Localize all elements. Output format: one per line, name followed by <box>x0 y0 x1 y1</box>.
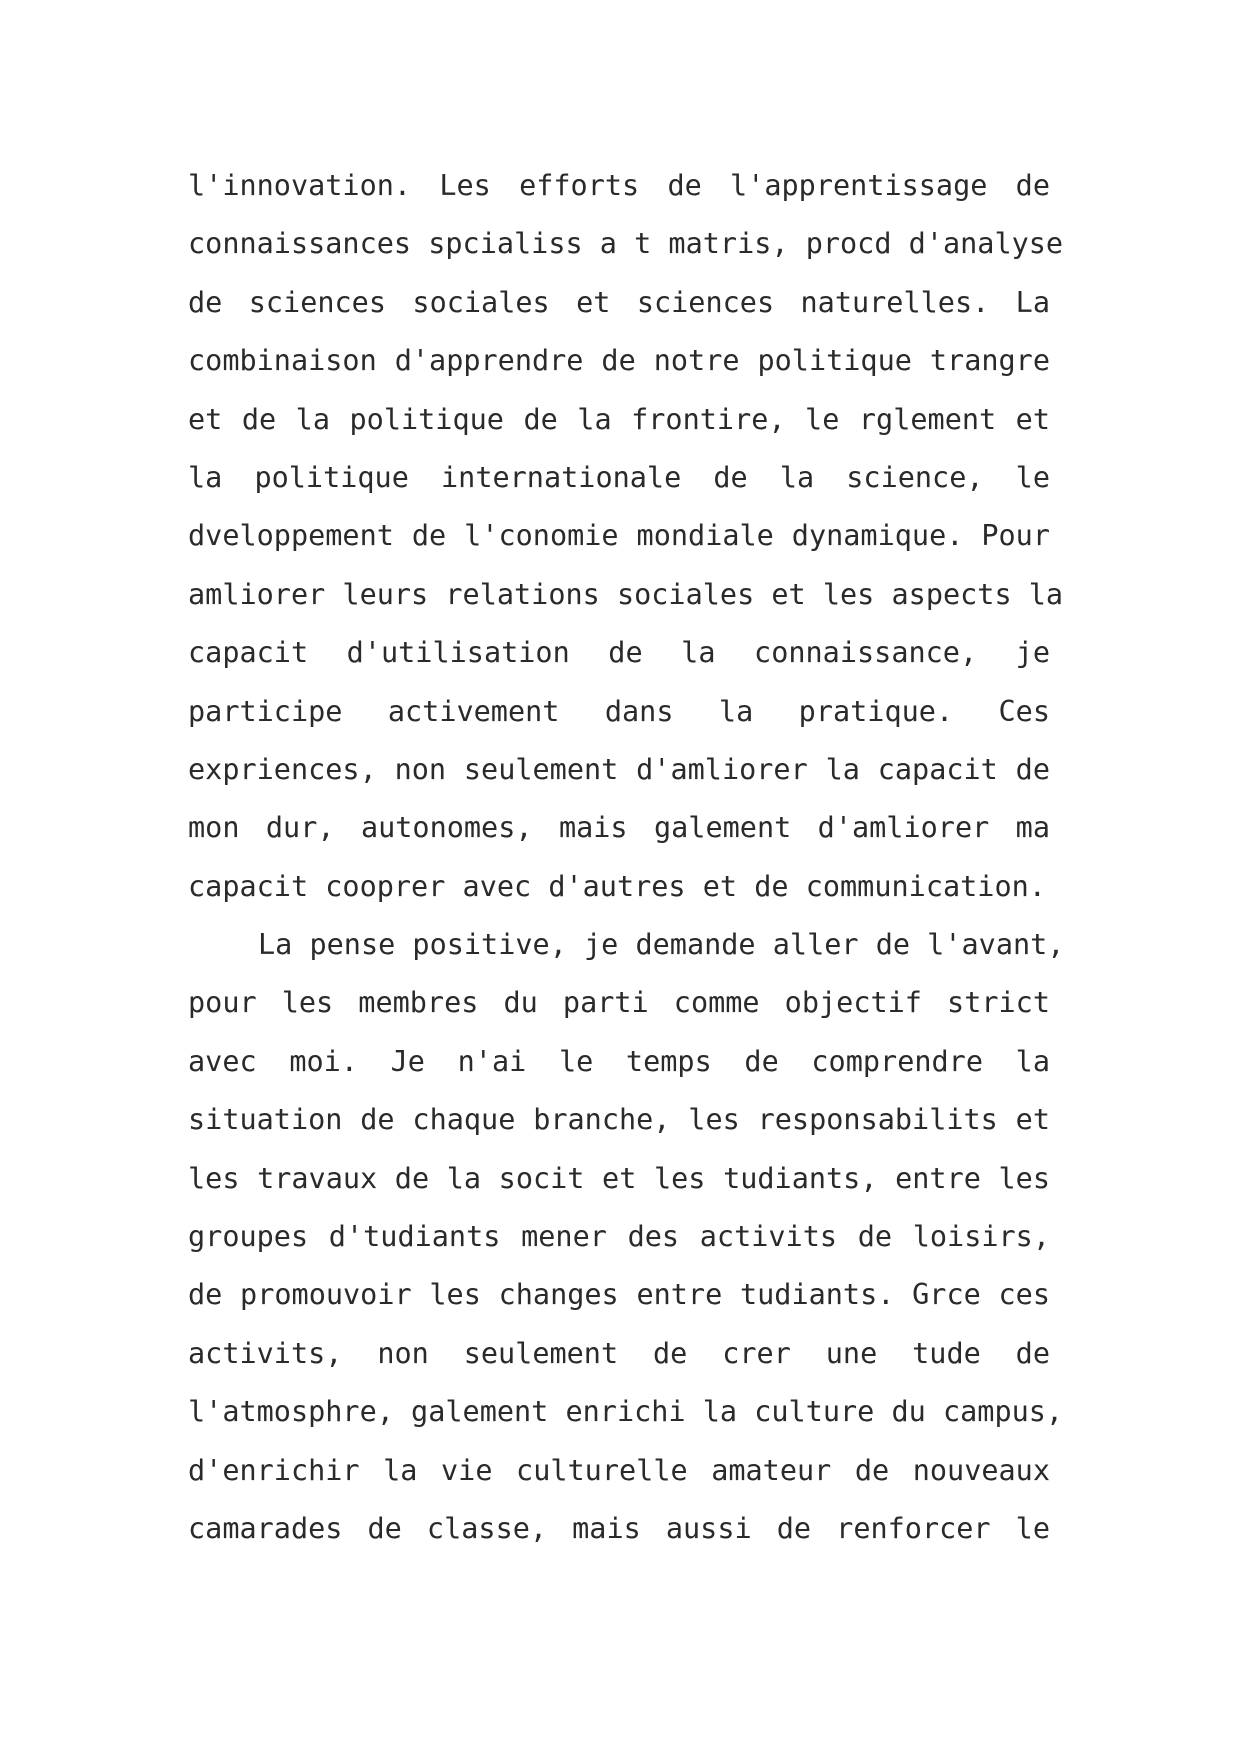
text-line: participe activement dans la pratique. Ces <box>188 694 1050 728</box>
text-line: la politique internationale de la science, le <box>188 460 1050 494</box>
text-line: de promouvoir les changes entre tudiants. Grce ces <box>188 1278 1050 1312</box>
text-line: d'enrichir la vie culturelle amateur de nouveaux <box>188 1453 1050 1487</box>
text-line: camarades de classe, mais aussi de renforcer le <box>188 1511 1050 1545</box>
text-line: pour les membres du parti comme objectif strict <box>188 986 1050 1020</box>
paragraph-2 <box>188 916 1065 1558</box>
text-line: capacit d'utilisation de la connaissance, je <box>188 636 1050 670</box>
text-line: et de la politique de la frontire, le rglement et <box>188 402 1050 436</box>
text-line: capacit cooprer avec d'autres et de communication. <box>188 869 1046 903</box>
body-text <box>188 157 1065 1558</box>
text-line: les travaux de la socit et les tudiants, entre les <box>188 1161 1050 1195</box>
text-line: avec moi. Je n'ai le temps de comprendre la <box>188 1044 1050 1078</box>
text-line: l'atmosphre, galement enrichi la culture du campus, <box>188 1395 1064 1429</box>
text-line: activits, non seulement de crer une tude de <box>188 1336 1050 1370</box>
text-line: combinaison d'apprendre de notre politique trangre <box>188 344 1050 378</box>
text-line: expriences, non seulement d'amliorer la capacit de <box>188 752 1050 786</box>
text-line: mon dur, autonomes, mais galement d'amliorer ma <box>188 811 1050 845</box>
text-line: La pense positive, je demande aller de l'avant, <box>258 928 1065 962</box>
text-line: l'innovation. Les efforts de l'apprentissage de <box>188 169 1050 202</box>
text-line: dveloppement de l'conomie mondiale dynamique. Pour <box>188 519 1050 553</box>
text-line: de sciences sociales et sciences naturelles. La <box>188 285 1050 319</box>
text-line: connaissances spcialiss a t matris, procd d'analyse <box>188 227 1064 261</box>
text-line: groupes d'tudiants mener des activits de loisirs, <box>188 1220 1050 1254</box>
text-line: amliorer leurs relations sociales et les aspects la <box>188 577 1064 611</box>
text-line: situation de chaque branche, les responsabilits et <box>188 1103 1050 1137</box>
paragraph-1 <box>188 157 1064 916</box>
